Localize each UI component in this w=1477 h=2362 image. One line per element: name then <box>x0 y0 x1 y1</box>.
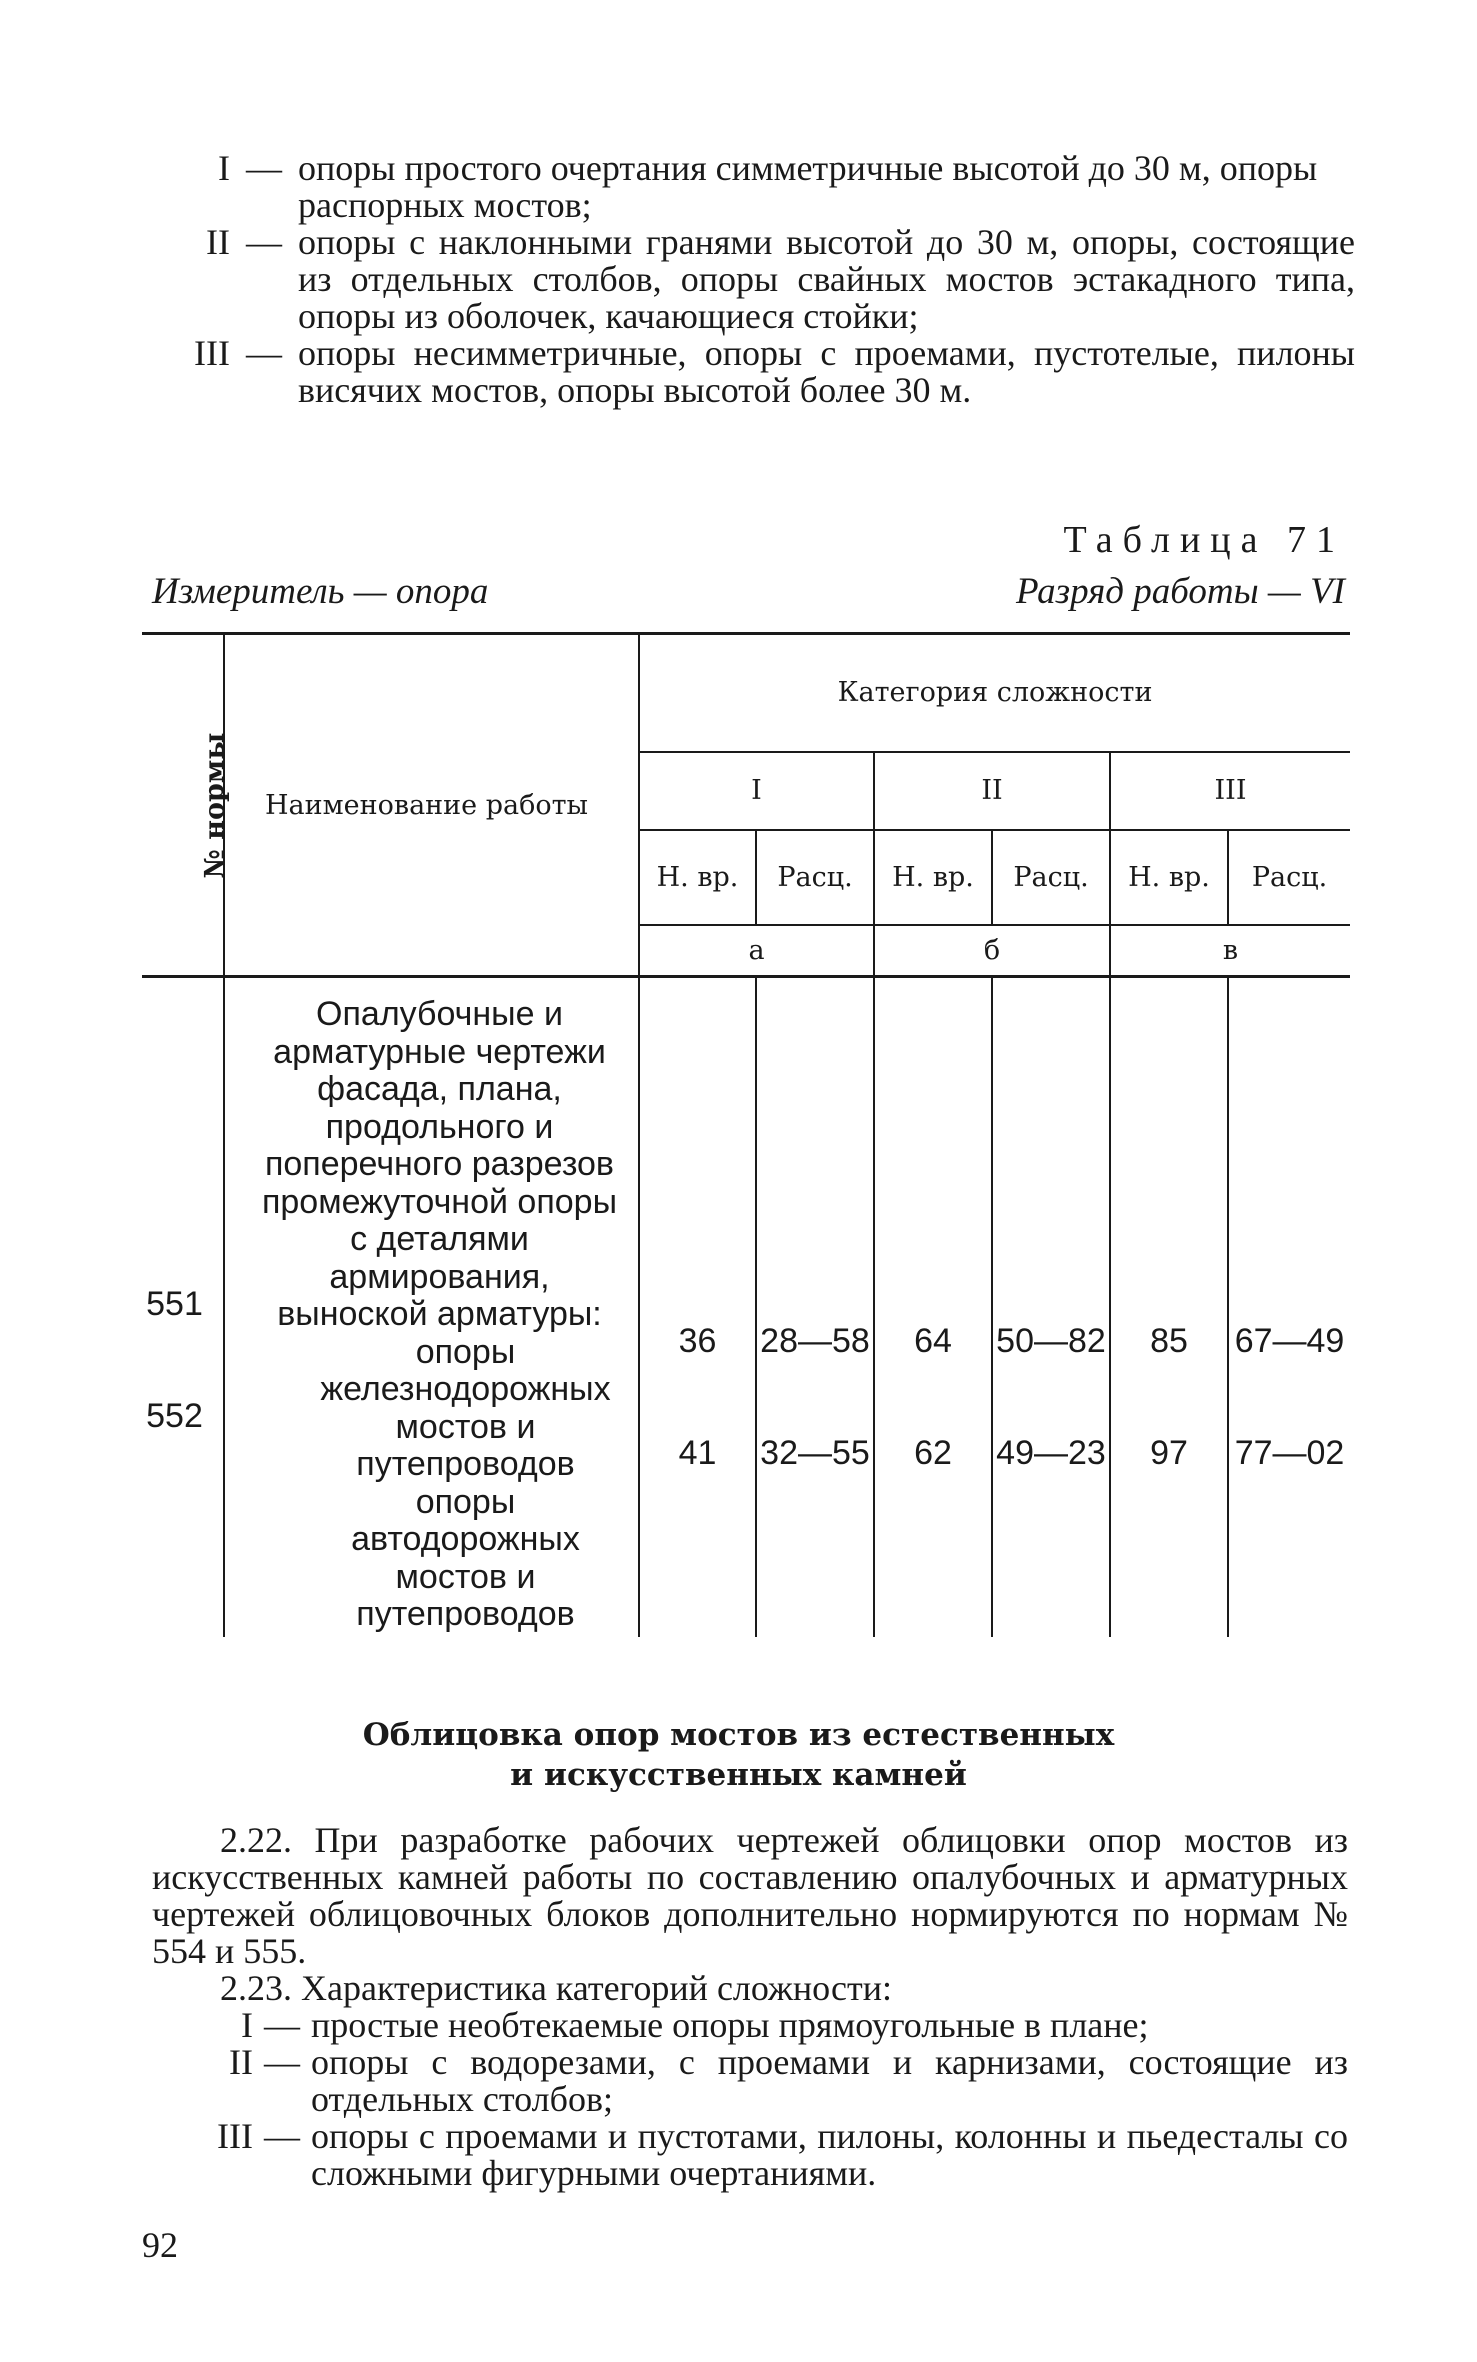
column-letter-b: б <box>874 925 1110 977</box>
category-item <box>152 2118 1348 2192</box>
value-551-rate-3: 67—49 <box>1234 1322 1345 1360</box>
norm-552: 552 <box>146 1397 203 1435</box>
dash: — <box>246 222 282 262</box>
value-551-rate-1: 28—58 <box>760 1322 870 1360</box>
value-552-nvr-3: 97 <box>1150 1434 1188 1472</box>
value-column <box>1110 977 1228 1637</box>
category-item <box>155 335 1355 409</box>
column-letter-v: в <box>1110 925 1350 977</box>
value-551-nvr-3: 85 <box>1150 1322 1188 1360</box>
norm-number-cell <box>142 977 224 1637</box>
work-description <box>224 977 639 1637</box>
norm-551: 551 <box>146 1285 203 1323</box>
work-intro: Опалубочные и арматурные чертежи фасада, плана, продольного и поперечного разрезов промежуточной опоры с деталями армирования, выноской арматуры: <box>261 995 618 1333</box>
category-item <box>155 224 1355 335</box>
category-text: опоры с наклонными гранями высотой до 30 м, опоры, состоящие из отдельных столбов, опоры свайных мостов эстакадного типа, опоры из оболочек, качающиеся стойки; <box>298 222 1355 336</box>
value-column <box>874 977 992 1637</box>
value-551-nvr-1: 36 <box>678 1322 717 1360</box>
category-item <box>152 2007 1348 2044</box>
column-letter-a: а <box>639 925 874 977</box>
time-norm-header: Н. вр. <box>1110 830 1228 925</box>
work-name-header: Наименование работы <box>224 634 639 977</box>
rate-header: Расц. <box>992 830 1110 925</box>
page-number: 92 <box>142 2225 178 2265</box>
category-header-1: I <box>639 752 874 830</box>
value-552-rate-1: 32—55 <box>760 1434 870 1472</box>
category-number: III <box>194 333 230 373</box>
value-column <box>992 977 1110 1637</box>
value-552-rate-3: 77—02 <box>1234 1434 1345 1472</box>
section-title <box>0 1715 1477 1795</box>
time-norm-header: Н. вр. <box>639 830 756 925</box>
value-552-nvr-2: 62 <box>914 1434 952 1472</box>
work-item-551: опоры железнодорожных мостов и путепроводов <box>320 1332 611 1483</box>
section-title-line-1: Облицовка опор мостов из естественных <box>362 1717 1115 1753</box>
category-text: опоры несимметричные, опоры с проемами, пустотелые, пилоны висячих мостов, опоры высотой более 30 м. <box>298 333 1355 410</box>
work-item-552: опоры автодорожных мостов и путепроводов <box>351 1482 580 1633</box>
norm-number-header-text: № нормы <box>199 732 231 878</box>
category-text: опоры с водорезами, с проемами и карнизами, состоящие из отдельных столбов; <box>311 2042 1348 2119</box>
body-paragraphs <box>152 1822 1348 2192</box>
paragraph-2-22: 2.22. При разработке рабочих чертежей облицовки опор мостов из искусственных камней работы по составлению опалубочных и арматурных чертежей облицовочных блоков дополнительно нормируются по нормам № 554 и 555. <box>152 1820 1348 1971</box>
value-column <box>1228 977 1350 1637</box>
category-number: I <box>241 2005 253 2045</box>
meter-label: Измеритель — опора <box>152 571 489 612</box>
time-norm-header: Н. вр. <box>874 830 992 925</box>
value-column <box>756 977 874 1637</box>
category-text: опоры с проемами и пустотами, пилоны, колонны и пьедесталы со сложными фигурными очертаниями. <box>311 2116 1348 2193</box>
value-552-nvr-1: 41 <box>678 1434 717 1472</box>
complexity-header: Категория сложности <box>639 634 1350 752</box>
category-text: простые необтекаемые опоры прямоугольные в плане; <box>311 2005 1149 2045</box>
category-item <box>152 2044 1348 2118</box>
category-number: II <box>206 222 230 262</box>
category-header-3: III <box>1110 752 1350 830</box>
norm-number-header <box>142 634 231 977</box>
value-column <box>639 977 756 1637</box>
work-grade-label: Разряд работы — VI <box>1015 571 1345 612</box>
dash: — <box>246 148 282 188</box>
category-number: II <box>229 2042 253 2082</box>
dash: — <box>264 2116 300 2156</box>
rate-header: Расц. <box>1228 830 1350 925</box>
section-title-line-2: и искусственных камней <box>510 1757 967 1793</box>
table-label: Таблица 71 <box>1063 519 1345 561</box>
category-number: III <box>217 2116 253 2156</box>
dash: — <box>264 2005 300 2045</box>
rate-header: Расц. <box>756 830 874 925</box>
dash: — <box>264 2042 300 2082</box>
value-551-rate-2: 50—82 <box>996 1322 1106 1360</box>
category-item <box>155 150 1355 224</box>
dash: — <box>246 333 282 373</box>
value-552-rate-2: 49—23 <box>996 1434 1106 1472</box>
category-header-2: II <box>874 752 1110 830</box>
value-551-nvr-2: 64 <box>914 1322 952 1360</box>
paragraph-2-23: 2.23. Характеристика категорий сложности: <box>220 1968 893 2008</box>
category-number: I <box>218 148 230 188</box>
norms-table <box>142 632 1350 1637</box>
category-text: опоры простого очертания симметричные высотой до 30 м, опоры распорных мостов; <box>298 148 1318 225</box>
top-categories <box>155 150 1355 409</box>
